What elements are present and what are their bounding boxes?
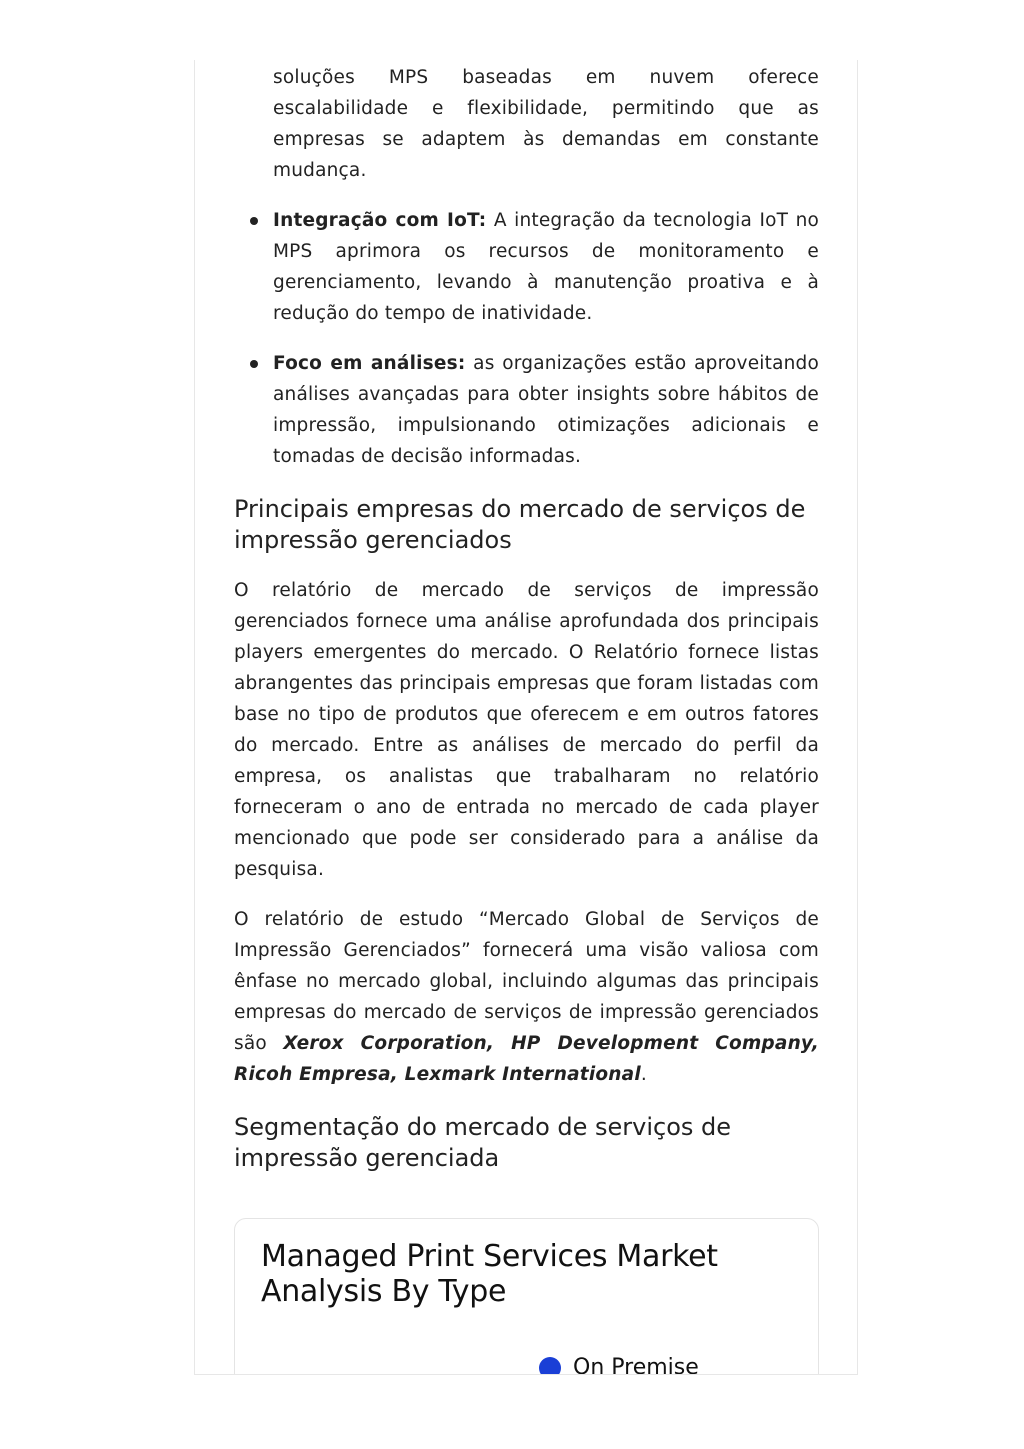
legend-label: On Premise [573,1355,699,1375]
bullet-term: Foco em análises: [273,353,466,374]
bullet-paragraph [273,205,819,329]
key-companies-list: Xerox Corporation, HP Development Company, Ricoh Empresa, Lexmark International [234,1033,819,1085]
bullet-text: A integração da tecnologia IoT no MPS aprimora os recursos de monitoramento e gerenciamento, levando à manutenção proativa e à redução do tempo de inatividade. [273,210,820,324]
companies-paragraph-1: O relatório de mercado de serviços de impressão gerenciados fornece uma análise aprofundada dos principais players emergentes do mercado. O Relatório fornece listas abrangentes das principais empresas que foram listadas com base no tipo de produtos que oferecem e em outros fatores do mercado. Entre as análises de mercado do perfil da empresa, os analistas que trabalharam no relatório forneceram o ano de entrada no mercado de cada player mencionado que pode ser considerado para a análise da pesquisa. [234,580,819,880]
bullet-text: as organizações estão aproveitando análises avançadas para obter insights sobre hábitos de impressão, impulsionando otimizações adicionais e tomadas de decisão informadas. [273,353,819,467]
trend-bullet-list [234,205,819,472]
legend-item-on-premise[interactable] [539,1355,699,1375]
bullet-paragraph [273,348,819,472]
list-item [234,348,819,472]
article-card [194,60,858,1375]
article-content [234,60,819,1174]
segmentation-heading: Segmentação do mercado de serviços de impressão gerenciada [234,1113,732,1172]
legend-swatch-dot-icon [539,1357,561,1376]
companies-paragraph-2-prefix: O relatório de estudo “Mercado Global de Serviços de Impressão Gerenciados” fornecerá uma visão valiosa com ênfase no mercado global, incluindo algumas das principais empresas do mercado de serviços de impressão gerenciados são [234,909,819,1054]
companies-paragraph-2 [234,904,819,1090]
bullet-continuation-text: soluções MPS baseadas em nuvem oferece escalabilidade e flexibilidade, permitindo que as empresas se adaptem às demandas em constante mudança. [273,67,819,181]
companies-heading: Principais empresas do mercado de serviços de impressão gerenciados [234,495,806,554]
bullet-dot-icon [250,360,258,368]
bullet-dot-icon [250,217,258,225]
bullet-term: Integração com IoT: [273,210,487,231]
chart-title: Managed Print Services Market Analysis By Type [261,1239,718,1309]
companies-paragraph-2-suffix: . [640,1064,647,1085]
chart-card [234,1218,819,1375]
list-item [234,205,819,329]
